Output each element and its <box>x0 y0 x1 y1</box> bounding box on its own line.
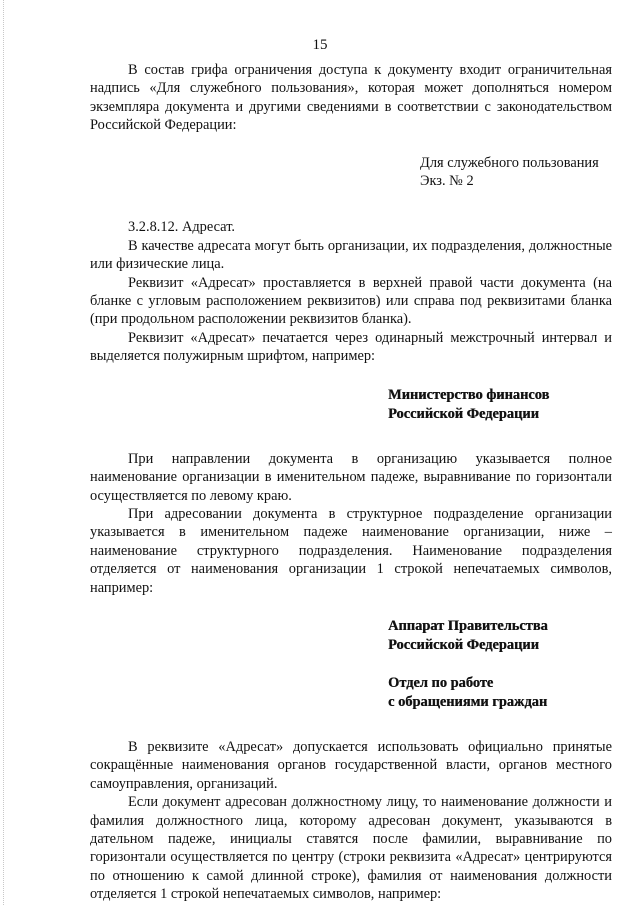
addressee-line: Министерство финансов <box>388 386 550 403</box>
addressee-line: с обращениями граждан <box>388 693 548 710</box>
addressee-line: Аппарат Правительства <box>388 617 548 634</box>
scan-edge-marks <box>3 0 6 905</box>
paragraph-abbreviations: В реквизите «Адресат» допускается использовать официально принятые сокращённые наименования органов государственной власти, органов местного самоуправления, организаций. <box>90 738 612 792</box>
paragraph-addressee-placement: Реквизит «Адресат» проставляется в верхней правой части документа (на бланке с угловым расположением реквизитов) или справа под реквизитами бланка (при продольном расположении реквизитов бланка). <box>90 274 612 328</box>
page-number: 15 <box>312 37 328 53</box>
addressee-example-ministry <box>388 386 612 424</box>
addressee-line: Российской Федерации <box>388 636 539 653</box>
paragraph-restriction-stamp: В состав грифа ограничения доступа к документу входит ограничительная надпись «Для служебного пользования», которая может дополняться номером экземпляра документа и другими сведениями в соответствии с законодательством Российской Федерации: <box>90 62 612 134</box>
paragraph-organization-addressee: При направлении документа в организацию указывается полное наименование организации в именительном падеже, выравнивание по горизонтали осуществляется по левому краю. <box>90 450 612 504</box>
restriction-stamp-example <box>420 154 612 191</box>
addressee-example-government <box>388 617 612 712</box>
restriction-stamp-line: Для служебного пользования <box>420 154 599 171</box>
copy-number-line: Экз. № 2 <box>420 173 474 190</box>
addressee-line: Отдел по работе <box>388 674 494 691</box>
page-content <box>90 61 612 904</box>
paragraph-department-addressee: При адресовании документа в структурное подразделение организации указывается в именительном падеже наименование организации, ниже – наименование структурного подразделения. Наименование подразделения отделяется от наименования организации 1 строкой непечатаемых символов, например: <box>90 505 612 596</box>
paragraph-official-addressee: Если документ адресован должностному лицу, то наименование должности и фамилия должностного лица, которому адресован документ, указываются в дательном падеже, инициалы ставятся после фамилии, выравнивание по горизонтали осуществляется по центру (строки реквизита «Адресат» центрируются по отношению к самой длинной строке), фамилия от наименования должности отделяется 1 строкой непечатаемых символов, например: <box>90 794 612 903</box>
paragraph-addressee-types: В качестве адресата могут быть организации, их подразделения, должностные или физические лица. <box>90 237 612 273</box>
section-heading: 3.2.8.12. Адресат. <box>128 219 236 236</box>
paragraph-addressee-format: Реквизит «Адресат» печатается через одинарный межстрочный интервал и выделяется полужирным шрифтом, например: <box>90 329 612 365</box>
addressee-line: Российской Федерации <box>388 405 539 422</box>
